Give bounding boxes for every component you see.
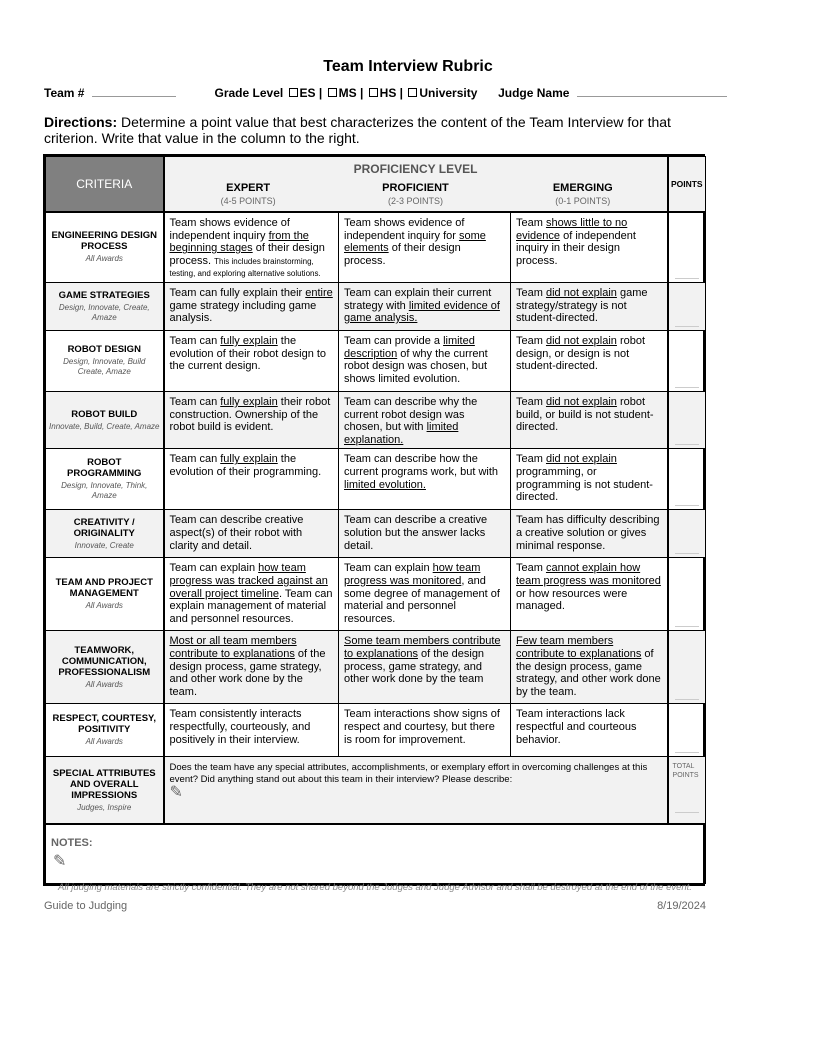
total-points-label: TOTAL POINTS xyxy=(672,763,699,780)
pencil-icon: ✎ xyxy=(169,784,183,802)
special-row xyxy=(46,757,706,824)
criterion-name: ROBOT PROGRAMMING xyxy=(67,457,142,480)
emerging-descriptor: Team did not explain robot build, or build is not student-directed. xyxy=(511,391,668,448)
proficient-descriptor: Team shows evidence of independent inquiry for some elements of their design process. xyxy=(339,212,511,282)
points-line xyxy=(675,752,700,753)
criterion-awards: Innovate, Build, Create, Amaze xyxy=(49,421,160,431)
criterion-cell xyxy=(46,212,164,282)
criterion-cell xyxy=(46,757,164,824)
points-entry-cell[interactable] xyxy=(668,391,706,448)
criterion-name: ROBOT DESIGN xyxy=(67,344,141,356)
judge-name-label: Judge Name xyxy=(498,86,570,100)
emerging-descriptor: Team shows little to no evidence of independent inquiry in their design process. xyxy=(511,212,668,282)
rubric-body xyxy=(46,212,706,757)
expert-descriptor: Team can fully explain the evolution of their programming. xyxy=(164,449,339,510)
grade-hs-label: HS xyxy=(379,86,397,100)
level-points: (0-1 POINTS) xyxy=(555,196,611,206)
grade-hs-checkbox[interactable] xyxy=(369,88,378,97)
expert-descriptor: Team can fully explain the evolution of their robot design to the current design. xyxy=(164,330,339,391)
points-line xyxy=(675,444,700,445)
proficient-descriptor: Team can explain how team progress was monitored, and some degree of management of material and personnel resources. xyxy=(339,558,511,631)
proficient-descriptor: Team can explain their current strategy with limited evidence of game analysis. xyxy=(339,282,511,330)
criterion-awards: All Awards xyxy=(85,679,123,689)
points-line xyxy=(675,699,700,700)
level-points: (2-3 POINTS) xyxy=(387,196,443,206)
points-entry-cell[interactable] xyxy=(668,212,706,282)
points-line xyxy=(675,553,700,554)
level-name: EMERGING xyxy=(552,182,613,194)
level-name: PROFICIENT xyxy=(382,182,449,194)
proficient-descriptor: Team can provide a limited description of why the current robot design was chosen, but shows limited evolution. xyxy=(339,330,511,391)
points-line xyxy=(675,505,700,506)
emerging-descriptor: Team did not explain game strategy/strategy is not student-directed. xyxy=(511,282,668,330)
proficient-descriptor: Some team members contribute to explanations of the design process, game strategy, and other work done by the team xyxy=(339,631,511,704)
level-emerging xyxy=(499,182,666,206)
level-name: EXPERT xyxy=(226,182,271,194)
criterion-cell xyxy=(46,391,164,448)
notes-label: NOTES: xyxy=(51,836,93,849)
team-number-field[interactable] xyxy=(92,84,176,97)
expert-descriptor: Team can describe creative aspect(s) of their robot with clarity and detail. xyxy=(164,510,339,558)
special-prompt: Does the team have any special attributes, accomplishments, or exemplary effort in overcoming challenges at this event? Did anything stand out about this team in their interview? Please describe: xyxy=(169,762,648,785)
rubric-row xyxy=(46,391,706,448)
special-description-cell[interactable] xyxy=(164,757,668,824)
emerging-descriptor: Team did not explain programming, or programming is not student-directed. xyxy=(511,449,668,510)
rubric-row xyxy=(46,631,706,704)
points-line xyxy=(675,387,700,388)
criterion-name: SPECIAL ATTRIBUTES AND OVERALL IMPRESSIONS xyxy=(52,767,156,801)
proficient-descriptor: Team can describe why the current robot design was chosen, but with limited explanation. xyxy=(339,391,511,448)
criterion-awards: Design, Innovate, Build Create, Amaze xyxy=(63,357,146,377)
points-entry-cell[interactable] xyxy=(668,704,706,757)
notes-row xyxy=(46,824,706,884)
criterion-name: TEAMWORK, COMMUNICATION, PROFESSIONALISM xyxy=(58,644,151,678)
rubric-row xyxy=(46,282,706,330)
criterion-cell xyxy=(46,631,164,704)
level-proficient xyxy=(332,182,499,206)
directions-text: Determine a point value that best characterizes the content of the Team Interview for that criterion. Write that value in the column to the right. xyxy=(44,114,671,146)
grade-ms-label: MS xyxy=(338,86,357,100)
criteria-header: CRITERIA xyxy=(46,157,164,213)
expert-descriptor: Team can fully explain their robot construction. Ownership of the robot build is evident. xyxy=(164,391,339,448)
proficiency-title: PROFICIENCY LEVEL xyxy=(353,162,478,176)
footer-guide: Guide to Judging xyxy=(44,900,128,912)
grade-ms-checkbox[interactable] xyxy=(328,88,337,97)
criterion-name: RESPECT, COURTESY, POSITIVITY xyxy=(52,713,156,736)
criterion-cell xyxy=(46,558,164,631)
team-label: Team # xyxy=(44,86,85,100)
criterion-cell xyxy=(46,704,164,757)
rubric-row xyxy=(46,704,706,757)
points-line xyxy=(675,278,700,279)
rubric-row xyxy=(46,510,706,558)
emerging-descriptor: Team did not explain robot design, or design is not student-directed. xyxy=(511,330,668,391)
total-points-cell[interactable] xyxy=(668,757,706,824)
pencil-icon: ✎ xyxy=(53,852,67,870)
criterion-awards: Innovate, Create xyxy=(74,540,134,550)
expert-descriptor: Team can explain how team progress was tracked against an overall project timeline. Team can explain management of material and personnel resources. xyxy=(164,558,339,631)
rubric-row xyxy=(46,212,706,282)
expert-descriptor: Most or all team members contribute to explanations of the design process, game strategy, and other work done by the team. xyxy=(164,631,339,704)
total-points-line xyxy=(675,812,700,813)
expert-descriptor: Team consistently interacts respectfully, courteously, and positively in their interview. xyxy=(164,704,339,757)
info-row: Team # Grade Level ES | MS | HS | University Judge Name xyxy=(44,84,704,100)
level-points: (4-5 POINTS) xyxy=(220,196,276,206)
page-title: Team Interview Rubric xyxy=(323,58,493,75)
grade-es-checkbox[interactable] xyxy=(289,88,298,97)
points-entry-cell[interactable] xyxy=(668,449,706,510)
confidentiality-note: All judging materials are strictly confidential. They are not shared beyond the Judges and Judge Advisor and shall be destroyed at the end of the event. xyxy=(58,882,692,893)
rubric-row xyxy=(46,558,706,631)
criterion-awards: All Awards xyxy=(85,254,123,264)
criterion-name: GAME STRATEGIES xyxy=(58,289,150,301)
emerging-descriptor: Few team members contribute to explanations of the design process, game strategy, and other work done by the team. xyxy=(511,631,668,704)
points-header: POINTS xyxy=(668,157,706,213)
judge-name-field[interactable] xyxy=(577,84,727,97)
criterion-awards: Judges, Inspire xyxy=(77,802,132,812)
proficient-descriptor: Team interactions show signs of respect and courtesy, but there is room for improvement. xyxy=(339,704,511,757)
criterion-awards: All Awards xyxy=(85,737,123,747)
level-expert xyxy=(165,182,332,206)
grade-university-checkbox[interactable] xyxy=(408,88,417,97)
criterion-cell xyxy=(46,330,164,391)
expert-descriptor: Team shows evidence of independent inquiry from the beginning stages of their design process. This includes brainstorming, testing, and exploring alternative solutions. xyxy=(164,212,339,282)
emerging-descriptor: Team cannot explain how team progress was monitored or how resources were managed. xyxy=(511,558,668,631)
points-entry-cell[interactable] xyxy=(668,282,706,330)
proficient-descriptor: Team can describe a creative solution but the answer lacks detail. xyxy=(339,510,511,558)
criterion-name: TEAM AND PROJECT MANAGEMENT xyxy=(55,577,153,600)
points-entry-cell[interactable] xyxy=(668,631,706,704)
directions-label: Directions: xyxy=(44,114,118,130)
directions xyxy=(44,114,714,146)
points-entry-cell[interactable] xyxy=(668,558,706,631)
criterion-cell xyxy=(46,282,164,330)
criterion-awards: All Awards xyxy=(85,601,123,611)
criterion-cell xyxy=(46,510,164,558)
grade-level-label: Grade Level xyxy=(214,86,284,100)
criterion-name: ENGINEERING DESIGN PROCESS xyxy=(51,230,158,253)
rubric-table xyxy=(43,154,705,886)
notes-cell[interactable] xyxy=(46,824,706,884)
criterion-name: ROBOT BUILD xyxy=(71,408,138,420)
points-entry-cell[interactable] xyxy=(668,330,706,391)
points-entry-cell[interactable] xyxy=(668,510,706,558)
rubric-row xyxy=(46,330,706,391)
points-line xyxy=(675,626,700,627)
expert-descriptor: Team can fully explain their entire game strategy including game analysis. xyxy=(164,282,339,330)
footer-date: 8/19/2024 xyxy=(657,900,706,912)
emerging-descriptor: Team interactions lack respectful and courteous behavior. xyxy=(511,704,668,757)
grade-es-label: ES xyxy=(299,86,316,100)
rubric-row xyxy=(46,449,706,510)
grade-university-label: University xyxy=(419,86,478,100)
proficiency-header xyxy=(164,157,668,213)
criterion-awards: Design, Innovate, Create, Amaze xyxy=(58,302,150,322)
points-line xyxy=(675,326,700,327)
emerging-descriptor: Team has difficulty describing a creative solution or gives minimal response. xyxy=(511,510,668,558)
criterion-name: CREATIVITY / ORIGINALITY xyxy=(73,516,135,539)
criterion-awards: Design, Innovate, Think, Amaze xyxy=(61,481,148,501)
criterion-cell xyxy=(46,449,164,510)
proficient-descriptor: Team can describe how the current programs work, but with limited evolution. xyxy=(339,449,511,510)
